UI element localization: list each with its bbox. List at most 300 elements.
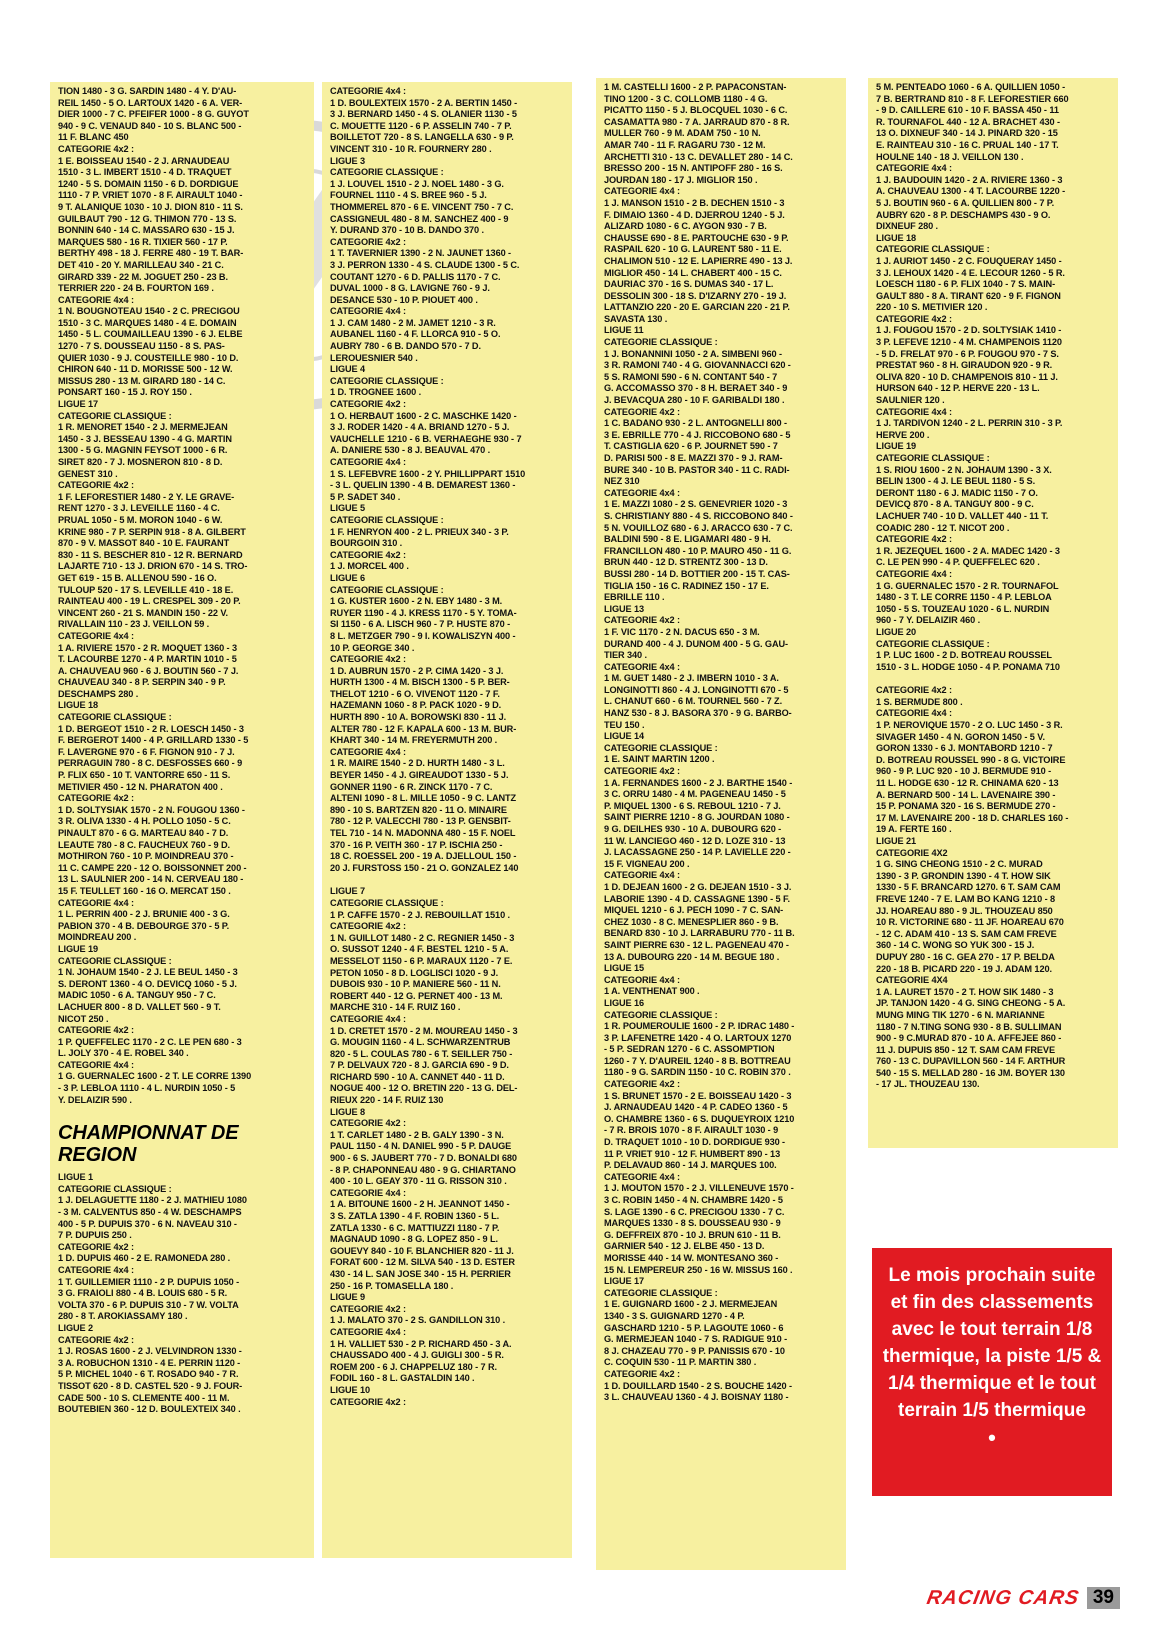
section-heading: CATEGORIE CLASSIQUE : <box>58 955 172 966</box>
result-line: 430 - 14 L. SAN JOSE 340 - 15 H. PERRIER <box>330 1268 511 1279</box>
section-heading: CATEGORIE 4x2 : <box>58 480 134 491</box>
result-line: MARQUES 1330 - 8 S. DOUSSEAU 930 - 9 <box>604 1218 781 1229</box>
championnat-heading: CHAMPIONNAT DE REGION <box>58 1122 239 1167</box>
section-heading: LIGUE 1 <box>58 1172 94 1183</box>
result-line: GARNIER 540 - 12 J. ELBE 450 - 13 D. <box>604 1241 765 1252</box>
section-heading: CATEGORIE 4x4 : <box>330 1326 406 1337</box>
section-heading: CATEGORIE 4x4 : <box>58 1265 134 1275</box>
result-line: 1 A. FERNANDES 1600 - 2 J. BARTHE 1540 - <box>604 777 793 788</box>
result-line: CASSIGNEUL 480 - 8 M. SANCHEZ 400 - 9 <box>330 213 509 224</box>
result-line: GAULT 880 - 8 A. TIRANT 620 - 9 F. FIGNON <box>876 290 1061 301</box>
result-line: ALIZARD 1080 - 6 C. AYGON 930 - 7 B. <box>604 221 767 232</box>
section-heading: CATEGORIE CLASSIQUE : <box>876 453 990 463</box>
result-line: MIQUEL 1210 - 6 J. PECH 1090 - 7 C. SAN- <box>604 905 784 916</box>
result-line: GONNER 1190 - 6 R. ZINCK 1170 - 7 C. <box>330 781 493 792</box>
section-heading: CATEGORIE 4x4 : <box>58 630 134 641</box>
result-line: 1 E. SAINT MARTIN 1200 . <box>604 754 715 765</box>
result-line: RIEUX 220 - 14 F. RUIZ 130 <box>330 1095 444 1106</box>
result-line: FODIL 160 - 8 L. GASTALDIN 140 . <box>330 1373 475 1384</box>
result-line: 1 J. MOUTON 1570 - 2 J. VILLENEUVE 1570 - <box>604 1183 794 1194</box>
result-line: G. ACCOMASSO 370 - 8 H. BERAET 340 - 9 <box>604 383 788 394</box>
result-line: METIVIER 450 - 12 N. PHARATON 400 . <box>58 781 223 792</box>
section-heading: CATEGORIE 4x4 : <box>330 1013 406 1024</box>
result-line: - 9 D. CAILLERE 610 - 10 F. BASSA 450 - 11 <box>876 105 1059 116</box>
section-heading: CATEGORIE 4x2 : <box>876 534 952 545</box>
page-number: 39 <box>1087 1587 1120 1609</box>
result-line: SI 1150 - 6 A. LISCH 960 - 7 P. HUSTE 870 - <box>330 619 511 630</box>
result-line: 7 P. DUPUIS 250 . <box>58 1230 132 1241</box>
result-line: ZATLA 1330 - 6 C. MATTIUZZI 1180 - 7 P. <box>330 1222 500 1233</box>
result-line: 17 M. LAVENAIRE 200 - 18 D. CHARLES 160 - <box>876 812 1069 823</box>
result-line: 250 - 16 P. TOMASELLA 180 . <box>330 1280 454 1291</box>
result-line: BALDINI 590 - 8 E. LIGAMARI 480 - 9 H. <box>604 534 771 545</box>
result-line: 1 E. MAZZI 1080 - 2 S. GENEVRIER 1020 - 3 <box>604 499 788 510</box>
section-heading: CATEGORIE 4x2 : <box>330 236 406 247</box>
result-line: HURTH 890 - 10 A. BOROWSKI 830 - 11 J. <box>330 712 507 723</box>
section-heading: LIGUE 4 <box>330 364 366 375</box>
result-line: 1 A. VENTHENAT 900 . <box>604 986 700 997</box>
result-line: 1 J. BAUDOUIN 1420 - 2 A. RIVIERE 1360 - 3 <box>876 174 1063 185</box>
result-line: 15 F. TEULLET 160 - 16 O. MERCAT 150 . <box>58 885 231 896</box>
result-line: 3 P. LEFEVE 1210 - 4 M. CHAMPENOIS 1120 <box>876 337 1062 348</box>
result-line: J. ARNAUDEAU 1420 - 4 P. CADEO 1360 - 5 <box>604 1102 788 1113</box>
result-line: 1050 - 5 S. TOUZEAU 1020 - 6 L. NURDIN <box>876 603 1050 614</box>
section-heading: CATEGORIE 4x2 : <box>604 1368 680 1379</box>
result-line: 1 A. RIVIERE 1570 - 2 R. MOQUET 1360 - 3 <box>58 642 237 653</box>
result-line: 820 - 5 L. COULAS 780 - 6 T. SEILLER 750 - <box>330 1048 513 1059</box>
section-heading: CATEGORIE 4x2 : <box>876 685 952 696</box>
result-line: J. LACASSAGNE 250 - 14 P. LAVIELLE 220 - <box>604 847 791 858</box>
result-line: 3 C. ORRU 1480 - 4 M. PAGENEAU 1450 - 5 <box>604 789 786 800</box>
section-heading: CATEGORIE CLASSIQUE : <box>876 244 990 255</box>
result-line: 11 W. LANCIEGO 460 - 12 D. LOZE 310 - 13 <box>604 835 786 846</box>
result-line: TIGLIA 150 - 16 C. RADINEZ 150 - 17 E. <box>604 580 769 591</box>
result-line: Y. DURAND 370 - 10 B. DANDO 370 . <box>330 225 484 236</box>
result-line: - 3 M. CALVENTUS 850 - 4 W. DESCHAMPS <box>58 1207 242 1218</box>
result-line: A. DANIERE 530 - 8 J. BEAUVAL 470 . <box>330 445 491 456</box>
result-line: 940 - 9 C. VENAUD 840 - 10 S. BLANC 500 - <box>58 120 242 131</box>
result-line: DERONT 1180 - 6 J. MADIC 1150 - 7 O. <box>876 487 1038 498</box>
spacer <box>876 673 1112 685</box>
result-line: 1 S. BRUNET 1570 - 2 E. BOISSEAU 1420 - 3 <box>604 1090 792 1101</box>
section-heading: CATEGORIE CLASSIQUE : <box>330 514 444 525</box>
result-line: D. BOTREAU ROUSSEL 990 - 8 G. VICTOIRE <box>876 754 1066 765</box>
section-heading: CATEGORIE 4x4 : <box>58 897 134 908</box>
result-line: O. SUSSOT 1240 - 4 F. BESTEL 1210 - 5 A. <box>330 944 509 955</box>
section-heading: CATEGORIE 4x2 : <box>330 1396 406 1407</box>
result-line: 830 - 11 S. BESCHER 810 - 12 R. BERNARD <box>58 549 243 560</box>
section-heading: CATEGORIE 4x4 : <box>604 1171 680 1182</box>
section-heading: CATEGORIE CLASSIQUE : <box>330 584 444 595</box>
result-line: LACHUER 800 - 8 D. VALLET 560 - 9 T. <box>58 1001 221 1012</box>
result-line: 15 P. PONAMA 320 - 16 S. BERMUDE 270 - <box>876 801 1056 812</box>
section-heading: LIGUE 18 <box>876 232 917 243</box>
result-line: 1 N. JOHAUM 1540 - 2 J. LE BEUL 1450 - 3 <box>58 967 238 978</box>
result-line: PABION 370 - 4 B. DEBOURGE 370 - 5 P. <box>58 920 230 931</box>
result-line: 1510 - 3 C. MARQUES 1480 - 4 E. DOMAIN <box>58 317 237 328</box>
result-line: 3 C. ROBIN 1450 - 4 N. CHAMBRE 1420 - 5 <box>604 1195 783 1205</box>
result-line: 870 - 9 V. MASSOT 840 - 10 E. FAURANT <box>58 538 230 549</box>
result-line: LATTANZIO 220 - 20 E. GARCIAN 220 - 21 P. <box>604 302 790 313</box>
result-line: 1 A. BITOUNE 1600 - 2 H. JEANNOT 1450 - <box>330 1199 510 1210</box>
result-line: 1 G. GUERNALEC 1600 - 2 T. LE CORRE 1390 <box>58 1071 252 1082</box>
section-heading: LIGUE 19 <box>876 441 917 452</box>
result-line: 1 G. SING CHEONG 1510 - 2 C. MURAD <box>876 859 1043 870</box>
result-line: 10 R. VICTORINE 680 - 11 JF. HOAREAU 670 <box>876 917 1064 928</box>
result-line: D. PARISI 500 - 8 E. MAZZI 370 - 9 J. RAM- <box>604 453 783 463</box>
result-line: DUBOIS 930 - 10 P. MANIERE 560 - 11 N. <box>330 979 501 990</box>
section-heading: CATEGORIE CLASSIQUE : <box>604 337 718 348</box>
result-line: ROEM 200 - 6 J. CHAPPELUZ 180 - 7 R. <box>330 1361 497 1372</box>
result-line: TULOUP 520 - 17 S. LEVEILLE 410 - 18 E. <box>58 584 234 595</box>
result-line: 15 F. VIGNEAU 200 . <box>604 858 690 869</box>
result-line: 3 R. RAMONI 740 - 4 G. GIOVANNACCI 620 - <box>604 360 791 371</box>
result-line: 900 - 9 C.MURAD 870 - 10 A. AFFEJEE 860 - <box>876 1033 1062 1044</box>
result-line: 1 S. RIOU 1600 - 2 N. JOHAUM 1390 - 3 X. <box>876 464 1052 475</box>
result-line: 1 N. GUILLOT 1480 - 2 C. REGNIER 1450 - 3 <box>330 932 515 943</box>
result-line: 1 J. ROSAS 1600 - 2 J. VELVINDRON 1330 - <box>58 1346 242 1357</box>
result-line: DET 410 - 20 Y. MARILLEAU 340 - 21 C. <box>58 259 224 270</box>
result-line: THOMMEREL 870 - 6 E. VINCENT 750 - 7 C. <box>330 201 514 212</box>
result-line: 1 P. QUEFFELEC 1170 - 2 C. LE PEN 680 - 3 <box>58 1036 242 1047</box>
result-line: 11 J. DUPUIS 850 - 12 T. SAM CAM FREVE <box>876 1044 1055 1055</box>
result-line: 1 F. LEFORESTIER 1480 - 2 Y. LE GRAVE- <box>58 491 235 502</box>
result-line: J. BEVACQUA 280 - 10 F. GARIBALDI 180 . <box>604 395 785 406</box>
result-line: 1 D. DOUILLARD 1540 - 2 S. BOUCHE 1420 - <box>604 1380 792 1391</box>
result-line: - 5 D. FRELAT 970 - 6 P. FOUGOU 970 - 7 S. <box>876 348 1059 359</box>
result-line: 1 D. AUBRUN 1570 - 2 P. CIMA 1420 - 3 J. <box>330 665 504 676</box>
page-footer <box>924 1586 1120 1609</box>
result-line: CADE 500 - 10 S. CLEMENTE 400 - 11 M. <box>58 1392 230 1403</box>
result-line: VINCENT 260 - 21 S. MANDIN 150 - 22 V. <box>58 607 228 618</box>
result-line: - 7 R. BROIS 1070 - 8 F. AIRAULT 1030 - 9 <box>604 1125 779 1136</box>
result-line: T. LACOURBE 1270 - 4 P. MARTIN 1010 - 5 <box>58 654 237 665</box>
section-heading: LIGUE 10 <box>330 1384 371 1395</box>
result-line: - 12 C. ADAM 410 - 13 S. SAM CAM FREVE <box>876 928 1057 939</box>
result-line: TIER 340 . <box>604 650 647 661</box>
result-line: NEZ 310 <box>604 476 640 487</box>
result-line: A. CHAUVEAU 1300 - 4 T. LACOURBE 1220 - <box>876 186 1066 197</box>
section-heading: LIGUE 21 <box>876 836 917 846</box>
result-line: PERRAGUIN 780 - 8 C. DESFOSSES 660 - 9 <box>58 758 243 769</box>
result-line: BEYER 1450 - 4 J. GIREAUDOT 1330 - 5 J. <box>330 770 509 781</box>
result-line: EBRILLE 110 . <box>604 592 665 603</box>
result-line: MULLER 760 - 9 M. ADAM 750 - 10 N. <box>604 128 761 139</box>
result-line: VINCENT 310 - 10 R. FOURNERY 280 . <box>330 143 492 154</box>
result-line: C. COQUIN 530 - 11 P. MARTIN 380 . <box>604 1357 757 1368</box>
section-heading: LIGUE 17 <box>604 1276 645 1287</box>
result-line: JOURDAN 180 - 17 J. MIGLIOR 150 . <box>604 174 758 185</box>
result-line: COADIC 280 - 12 T. NICOT 200 . <box>876 522 1010 533</box>
result-line: 1 C. BADANO 930 - 2 L. ANTOGNELLI 800 - <box>604 418 787 429</box>
result-line: R. TOURNAFOL 440 - 12 A. BRACHET 430 - <box>876 116 1060 127</box>
result-line: AUBANEL 1160 - 4 F. LLORCA 910 - 5 O. <box>330 329 501 340</box>
result-line: 220 - 18 B. PICARD 220 - 19 J. ADAM 120. <box>876 963 1052 974</box>
result-line: 1 D. DEJEAN 1600 - 2 G. DEJEAN 1510 - 3 J. <box>604 881 792 892</box>
section-heading: CATEGORIE 4x2 : <box>330 399 406 410</box>
result-line: P. MIQUEL 1300 - 6 S. REBOUL 1210 - 7 J. <box>604 800 781 811</box>
result-line: 15 N. LEMPEREUR 250 - 16 W. MISSUS 160 . <box>604 1264 793 1275</box>
section-heading: CATEGORIE 4x2 : <box>330 549 406 560</box>
result-line: 11 P. VRIET 910 - 12 F. HUMBERT 890 - 13 <box>604 1148 781 1159</box>
result-line: AUBRY 620 - 8 P. DESCHAMPS 430 - 9 O. <box>876 209 1051 220</box>
section-heading: CATEGORIE CLASSIQUE : <box>58 410 172 421</box>
result-line: 1 P. LUC 1600 - 2 D. BOTREAU ROUSSEL <box>876 650 1052 661</box>
result-line: BOURGOIN 310 . <box>330 538 403 549</box>
result-line: 5 P. MICHEL 1040 - 6 T. ROSADO 940 - 7 R. <box>58 1369 239 1380</box>
result-line: 360 - 14 C. WONG SO YUK 300 - 15 J. <box>876 940 1035 951</box>
result-line: A. BERNARD 500 - 14 L. LAVENAIRE 390 - <box>876 789 1056 800</box>
result-line: 1 J. MORCEL 400 . <box>330 561 409 572</box>
section-heading: CATEGORIE 4x2 : <box>604 615 680 626</box>
result-line: COUTANT 1270 - 6 D. PALLIS 1170 - 7 C. <box>330 271 501 282</box>
result-line: 1330 - 5 F. BRANCARD 1270. 6 T. SAM CAM <box>876 882 1061 893</box>
result-line: 1 O. HERBAUT 1600 - 2 C. MASCHKE 1420 - <box>330 410 517 421</box>
result-line: ALTENI 1090 - 8 L. MILLE 1050 - 9 C. LANTZ <box>330 793 517 804</box>
result-line: HANZ 530 - 8 J. BASORA 370 - 9 G. BARBO- <box>604 708 792 719</box>
result-line: KHART 340 - 14 M. FREYERMUTH 200 . <box>330 735 498 746</box>
section-heading: CATEGORIE 4x4 : <box>330 86 406 96</box>
result-line: MADIC 1050 - 6 A. TANGUY 950 - 7 C. <box>58 990 216 1001</box>
results-column-1 <box>50 82 314 1558</box>
result-line: 1 J. MANSON 1510 - 2 B. DECHEN 1510 - 3 <box>604 197 785 208</box>
result-line: TERRIER 220 - 24 B. FOURTON 169 . <box>58 283 214 294</box>
section-heading: CATEGORIE 4x2 : <box>876 313 952 324</box>
result-line: DUVAL 1000 - 8 G. LAVIGNE 760 - 9 J. <box>330 283 490 294</box>
section-heading: CATEGORIE 4x4 : <box>876 406 952 417</box>
result-line: G. DEFFREIX 870 - 10 J. BRUN 610 - 11 B. <box>604 1229 781 1240</box>
result-line: MARCHE 310 - 14 F. RUIZ 160 . <box>330 1002 461 1013</box>
result-line: 9 G. DEILHES 930 - 10 A. DUBOURG 620 - <box>604 824 782 834</box>
result-line: 1 R. JEZEQUEL 1600 - 2 A. MADEC 1420 - 3 <box>876 545 1060 556</box>
result-line: CHAUVEAU 340 - 8 P. SERPIN 340 - 9 P. <box>58 677 226 688</box>
result-line: 1 R. MAIRE 1540 - 2 D. HURTH 1480 - 3 L. <box>330 758 505 769</box>
result-line: OLIVA 820 - 10 D. CHAMPENOIS 810 - 11 J. <box>876 371 1058 382</box>
championnat-lines <box>58 1172 308 1415</box>
result-line: 1 D. BERGEOT 1510 - 2 R. LOESCH 1450 - 3 <box>58 723 244 734</box>
result-line: 1 G. KUSTER 1600 - 2 N. EBY 1480 - 3 M. <box>330 596 503 607</box>
result-line: ARCHETTI 310 - 13 C. DEVALLET 280 - 14 C. <box>604 151 793 162</box>
section-heading: CATEGORIE 4x4 : <box>330 746 406 757</box>
result-line: 1 N. BOUGNOTEAU 1540 - 2 C. PRECIGOU <box>58 306 240 317</box>
result-line: BRESSO 200 - 15 N. ANTIPOFF 280 - 16 S. <box>604 163 783 174</box>
section-heading: LIGUE 7 <box>330 886 366 897</box>
result-line: 3 G. FRAIOLI 880 - 4 B. LOUIS 680 - 5 R. <box>58 1288 228 1299</box>
result-line: LABORIE 1390 - 4 D. CASSAGNE 1390 - 5 F. <box>604 893 790 904</box>
result-line: DAURIAC 370 - 16 S. DUMAS 340 - 17 L. <box>604 279 774 290</box>
result-line: 1 J. CAM 1480 - 2 M. JAMET 1210 - 3 R. <box>330 317 496 328</box>
result-line: 1 J. LOUVEL 1510 - 2 J. NOEL 1480 - 3 G. <box>330 178 504 189</box>
result-line: LEAUTE 780 - 8 C. FAUCHEUX 760 - 9 D. <box>58 839 230 850</box>
result-line: 7 P. DELVAUX 720 - 8 J. GARCIA 690 - 9 D. <box>330 1060 509 1071</box>
result-line: RASPAIL 620 - 10 G. LAURENT 580 - 11 E. <box>604 244 782 255</box>
result-line: PONSART 160 - 15 J. ROY 150 . <box>58 387 192 398</box>
result-line: 1270 - 7 S. DOUSSEAU 1150 - 8 S. PAS- <box>58 341 225 352</box>
result-line: FOURNEL 1110 - 4 S. BREE 960 - 5 J. <box>330 190 487 201</box>
section-heading: CATEGORIE CLASSIQUE : <box>604 742 718 753</box>
result-line: F. BERGEROT 1400 - 4 P. GRILLARD 1330 - 5 <box>58 735 249 746</box>
section-heading: CATEGORIE 4x4 : <box>604 186 680 197</box>
section-heading: CATEGORIE CLASSIQUE : <box>58 712 172 723</box>
section-heading: CATEGORIE 4X4 <box>876 975 948 986</box>
section-heading: LIGUE 15 <box>604 963 645 974</box>
result-line: BOUTEBIEN 360 - 12 D. BOULEXTEIX 340 . <box>58 1404 241 1415</box>
result-line: P. FLIX 650 - 10 T. VANTORRE 650 - 11 S. <box>58 770 231 781</box>
result-line: HURTH 1300 - 4 M. BISCH 1300 - 5 P. BER- <box>330 677 510 688</box>
result-line: 760 - 13 C. DUPAVILLON 560 - 14 F. ARTHUR <box>876 1056 1066 1067</box>
result-line: 11 F. BLANC 450 <box>58 132 129 143</box>
section-heading: LIGUE 14 <box>604 731 645 742</box>
result-line: E. RAINTEAU 310 - 16 C. PRUAL 140 - 17 T. <box>876 139 1059 150</box>
result-line: 13 L. SAULNIER 200 - 14 N. CERVEAU 180 - <box>58 874 244 885</box>
result-line: O. CHAMBRE 1360 - 6 S. DUQUEYROIX 1210 <box>604 1113 795 1124</box>
results-column-2 <box>322 82 572 1558</box>
result-line: 370 - 16 P. VEITH 360 - 17 P. ISCHIA 250 - <box>330 839 503 850</box>
result-line: AUBRY 780 - 6 B. DANDO 570 - 7 D. <box>330 341 481 352</box>
section-heading: CATEGORIE 4x4 : <box>876 163 952 174</box>
result-line: CHEZ 1030 - 8 C. MENESPLIER 860 - 9 B. <box>604 916 779 927</box>
result-line: DESANCE 530 - 10 P. PIOUET 400 . <box>330 294 478 305</box>
section-heading: LIGUE 6 <box>330 572 366 583</box>
section-heading: CATEGORIE 4x2 : <box>604 406 680 417</box>
result-line: 960 - 9 P. LUC 920 - 10 J. BERMUDE 910 - <box>876 766 1052 777</box>
result-line: 13 O. DIXNEUF 340 - 14 J. PINARD 320 - 15 <box>876 128 1058 139</box>
result-line: AMAR 740 - 11 F. RAGARU 730 - 12 M. <box>604 139 766 150</box>
section-heading: CATEGORIE 4x2 : <box>604 1079 680 1090</box>
result-line: 20 J. FURSTOSS 150 - 21 O. GONZALEZ 140 <box>330 862 519 873</box>
section-heading: LIGUE 2 <box>58 1322 94 1333</box>
section-heading: CATEGORIE 4x4 : <box>604 661 680 672</box>
result-line: HAZEMANN 1060 - 8 P. PACK 1020 - 9 D. <box>330 700 502 711</box>
magazine-brand: RACING CARS <box>924 1586 1081 1609</box>
result-line: SIVAGER 1450 - 4 N. GORON 1450 - 5 V. <box>876 731 1045 742</box>
result-line: 1 H. VALLIET 530 - 2 P. RICHARD 450 - 3 A. <box>330 1338 512 1349</box>
section-heading: CATEGORIE 4x4 : <box>876 708 952 719</box>
section-heading: LIGUE 11 <box>604 325 644 336</box>
result-line: 1 F. VIC 1170 - 2 N. DACUS 650 - 3 M. <box>604 626 760 637</box>
result-line: C. MOUETTE 1120 - 6 P. ASSELIN 740 - 7 P. <box>330 120 512 131</box>
result-line: MIGLIOR 450 - 14 L. CHABERT 400 - 15 C. <box>604 267 782 278</box>
result-line: PINAULT 870 - 6 G. MARTEAU 840 - 7 D. <box>58 828 229 838</box>
result-line: MUNG MING TIK 1270 - 6 N. MARIANNE <box>876 1009 1045 1020</box>
result-line: 8 L. METZGER 790 - 9 I. KOWALISZYN 400 - <box>330 630 516 641</box>
result-line: PRESTAT 960 - 8 H. GIRAUDON 920 - 9 R. <box>876 360 1053 371</box>
result-line: 1180 - 7 N.TING SONG 930 - 8 B. SULLIMAN <box>876 1021 1062 1032</box>
result-line: GIRARD 339 - 22 M. JOGUET 250 - 23 B. <box>58 271 228 282</box>
result-line: C. LE PEN 990 - 4 P. QUEFFELEC 620 . <box>876 557 1040 568</box>
result-line: 5 M. PENTEADO 1060 - 6 A. QUILLIEN 1050 - <box>876 82 1066 92</box>
result-line: ALTER 780 - 12 F. KAPALA 600 - 13 M. BUR- <box>330 723 517 734</box>
result-line: PICATTO 1150 - 5 J. BLOCQUEL 1030 - 6 C. <box>604 105 788 116</box>
section-heading: CATEGORIE 4x2 : <box>58 1241 134 1252</box>
result-line: BRUN 440 - 12 D. STRENTZ 300 - 13 D. <box>604 557 768 568</box>
result-line: FREVE 1240 - 7 E. LAM BO KANG 1210 - 8 <box>876 893 1055 904</box>
result-line: CHIRON 640 - 11 D. MORISSE 500 - 12 W. <box>58 364 233 375</box>
result-line: 1 G. GUERNALEC 1570 - 2 R. TOURNAFOL <box>876 580 1059 591</box>
column-3-lines <box>604 82 840 1404</box>
result-line: 1 J. BONANNINI 1050 - 2 A. SIMBENI 960 - <box>604 348 782 359</box>
result-line: DIXNEUF 280 . <box>876 221 939 232</box>
result-line: BELIN 1300 - 4 J. LE BEUL 1180 - 5 S. <box>876 476 1036 487</box>
result-line: PRUAL 1050 - 5 M. MORON 1040 - 6 W. <box>58 514 223 525</box>
result-line: GORON 1330 - 6 J. MONTABORD 1210 - 7 <box>876 743 1053 754</box>
section-heading: LIGUE 17 <box>58 399 99 410</box>
result-line: S. DERONT 1360 - 4 O. DEVICQ 1060 - 5 J. <box>58 978 237 989</box>
result-line: 960 - 7 Y. DELAIZIR 460 . <box>876 615 981 626</box>
result-line: CHALIMON 510 - 12 E. LAPIERRE 490 - 13 J. <box>604 255 793 266</box>
section-heading: CATEGORIE CLASSIQUE : <box>876 638 990 649</box>
result-line: 5 S. RAMONI 590 - 6 N. CONTANT 540 - 7 <box>604 371 778 382</box>
result-line: 11 L. HODGE 630 - 12 R. CHINAMA 620 - 13 <box>876 778 1059 789</box>
result-line: 1300 - 5 G. MAGNIN FEYSOT 1000 - 6 R. <box>58 445 228 456</box>
result-line: 780 - 12 P. VALECCHI 780 - 13 P. GENSBIT- <box>330 816 511 827</box>
section-heading: CATEGORIE CLASSIQUE : <box>330 167 444 178</box>
result-line: F. DIMAIO 1360 - 4 D. DJERROU 1240 - 5 J. <box>604 209 785 220</box>
result-line: LACHUER 740 - 10 D. VALLET 440 - 11 T. <box>876 510 1049 521</box>
result-line: 3 J. LEHOUX 1420 - 4 E. LECOUR 1260 - 5 R. <box>876 267 1065 278</box>
result-line: 5 J. BOUTIN 960 - 6 A. QUILLIEN 800 - 7 P. <box>876 197 1055 208</box>
result-line: RENT 1270 - 3 J. LEVEILLE 1160 - 4 C. <box>58 503 220 514</box>
result-line: 220 - 10 S. METIVIER 120 . <box>876 302 988 313</box>
result-line: GASCHARD 1210 - 5 P. LAGOUTE 1060 - 6 <box>604 1322 784 1333</box>
section-heading: LIGUE 3 <box>330 155 366 166</box>
section-heading: LIGUE 20 <box>876 626 917 637</box>
result-line: - 17 JL. THOUZEAU 130. <box>876 1079 980 1090</box>
result-line: L. JOLY 370 - 4 E. ROBEL 340 . <box>58 1048 189 1059</box>
result-line: DESCHAMPS 280 . <box>58 688 139 699</box>
results-column-4 <box>868 78 1118 1148</box>
result-line: 1 D. BOULEXTEIX 1570 - 2 A. BERTIN 1450 - <box>330 97 518 108</box>
column-1-lines <box>58 86 308 1106</box>
result-line: BENARD 830 - 10 J. LARRABURU 770 - 11 B. <box>604 928 795 939</box>
section-heading: CATEGORIE 4x2 : <box>330 1118 406 1129</box>
result-line: 3 J. PERRON 1330 - 4 S. CLAUDE 1300 - 5 C. <box>330 259 520 270</box>
result-line: G. MOUGIN 1160 - 4 L. SCHWARZENTRUB <box>330 1037 511 1048</box>
section-heading: LIGUE 8 <box>330 1106 366 1117</box>
result-line: 8 J. CHAZEAU 770 - 9 P. PANISSIS 670 - 10 <box>604 1345 785 1356</box>
result-line: BERTHY 498 - 18 J. FERRE 480 - 19 T. BAR- <box>58 248 244 259</box>
result-line: 3 R. OLIVA 1330 - 4 H. POLLO 1050 - 5 C. <box>58 816 231 827</box>
result-line: A. CHAUVEAU 960 - 6 J. BOUTIN 560 - 7 J. <box>58 665 239 676</box>
result-line: 1510 - 3 L. IMBERT 1510 - 4 D. TRAQUET <box>58 167 232 178</box>
result-line: 5 N. VOUILLOZ 680 - 6 J. ARACCO 630 - 7 C. <box>604 522 793 533</box>
section-heading: LIGUE 18 <box>58 700 99 711</box>
result-line: 3 J. BERNARD 1450 - 4 S. OLANIER 1130 - 5 <box>330 109 517 120</box>
section-heading: CATEGORIE 4x4 : <box>604 487 680 498</box>
result-line: 400 - 5 P. DUPUIS 370 - 6 N. NAVEAU 310 - <box>58 1218 237 1229</box>
result-line: THELOT 1210 - 6 O. VIVENOT 1120 - 7 F. <box>330 688 500 699</box>
result-line: VOLTA 370 - 6 P. DUPUIS 310 - 7 W. VOLTA <box>58 1299 239 1310</box>
result-line: 1180 - 9 G. SARDIN 1150 - 10 C. ROBIN 370 . <box>604 1067 791 1078</box>
section-heading: CATEGORIE 4x4 : <box>876 568 952 579</box>
result-line: BOILLETOT 720 - 8 S. LANGELLA 630 - 9 P. <box>330 132 514 143</box>
result-line: 1 J. AURIOT 1450 - 2 C. FOUQUERAY 1450 - <box>876 255 1062 266</box>
result-line: 1240 - 5 S. DOMAIN 1150 - 6 D. DORDIGUE <box>58 178 239 189</box>
result-line: S. CHRISTIANY 880 - 4 S. RICCOBONO 840 - <box>604 510 793 521</box>
result-line: BUSSI 280 - 14 D. BOTTIER 200 - 15 T. CAS- <box>604 568 790 579</box>
result-line: - 5 P. SEDRAN 1270 - 6 C. ASSOMPTION <box>604 1044 775 1055</box>
result-line: 1 M. CASTELLI 1600 - 2 P. PAPACONSTAN- <box>604 82 787 92</box>
result-line: - 3 P. LEBLOA 1110 - 4 L. NURDIN 1050 - 5 <box>58 1083 236 1094</box>
result-line: SAVASTA 130 . <box>604 313 668 324</box>
column-4-lines <box>876 82 1112 1091</box>
result-line: REIL 1450 - 5 O. LARTOUX 1420 - 6 A. VER- <box>58 97 243 108</box>
result-line: 19 A. FERTE 160 . <box>876 824 952 835</box>
section-heading: LIGUE 5 <box>330 503 366 514</box>
result-line: 1 J. FOUGOU 1570 - 2 D. SOLTYSIAK 1410 - <box>876 325 1062 336</box>
result-line: HOULNE 140 - 18 J. VEILLON 130 . <box>876 151 1024 162</box>
section-heading: CATEGORIE CLASSIQUE : <box>330 375 444 386</box>
